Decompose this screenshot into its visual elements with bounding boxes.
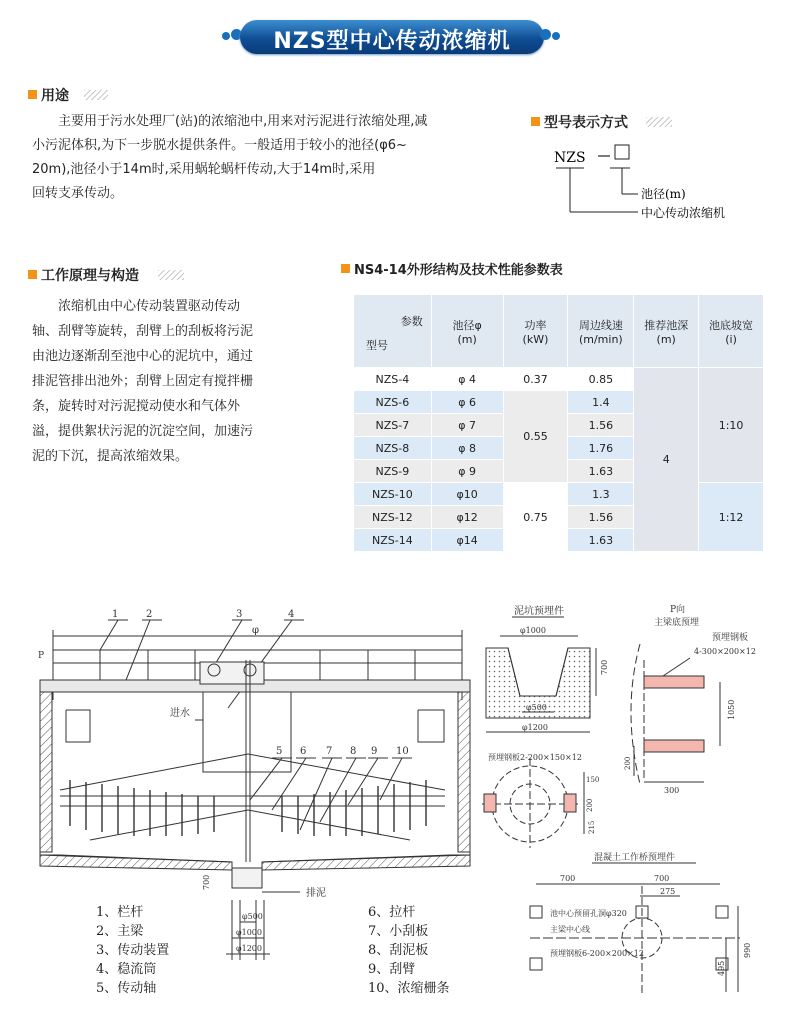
callout-9: 9 <box>371 746 378 757</box>
pview-dim-200: 200 <box>624 756 632 770</box>
heading-hatch <box>158 270 184 280</box>
model-code: NZS <box>554 150 586 166</box>
heading-hatch <box>646 117 672 127</box>
pview-plate-spec: 4-300×200×12 <box>694 647 756 656</box>
cell-speed: 1.63 <box>568 529 634 552</box>
section-marker-icon <box>28 90 37 99</box>
callout-3: 3 <box>236 609 243 620</box>
cell-model: NZS-8 <box>354 437 432 460</box>
spec-table <box>353 294 764 552</box>
cell-diameter: φ 6 <box>431 391 503 414</box>
legend-item: 10、浓缩栅条 <box>368 981 450 996</box>
cell-speed: 1.4 <box>568 391 634 414</box>
cell-model: NZS-14 <box>354 529 432 552</box>
model-label-machine: 中心传动浓缩机 <box>641 206 726 220</box>
header-speed: 周边线速 (m/min) <box>568 295 634 368</box>
bridge-dim-275: 275 <box>660 887 676 896</box>
pit-detail <box>478 600 618 750</box>
bridge-dim-700b: 700 <box>654 874 670 883</box>
pit-dim-500: φ500 <box>526 703 547 712</box>
cell-diameter: φ14 <box>431 529 503 552</box>
header-diameter: 池径φ (m) <box>431 295 503 368</box>
legend-item: 3、传动装置 <box>96 943 170 958</box>
dim-1200: φ1200 <box>236 944 262 953</box>
cell-depth: 4 <box>634 368 699 552</box>
cell-model: NZS-12 <box>354 506 432 529</box>
usage-heading: 用途 <box>28 85 69 105</box>
ring-dim-215: 215 <box>588 820 596 834</box>
label-outlet: 排泥 <box>306 888 326 899</box>
bridge-plate-label: 预埋钢板6-200×200×12 <box>550 949 644 958</box>
cell-slope: 1:10 <box>699 368 764 483</box>
legend-item: 2、主梁 <box>96 924 144 939</box>
section-marker-icon <box>341 264 350 273</box>
cell-model: NZS-6 <box>354 391 432 414</box>
cell-model: NZS-4 <box>354 368 432 391</box>
pview-dim-300: 300 <box>664 786 680 795</box>
cell-diameter: φ 7 <box>431 414 503 437</box>
cell-diameter: φ 9 <box>431 460 503 483</box>
cell-speed: 1.76 <box>568 437 634 460</box>
pit-dim-1000: φ1000 <box>520 626 546 635</box>
pit-dim-1200: φ1200 <box>522 723 548 732</box>
callout-1: 1 <box>112 609 119 620</box>
pview-title: P向 <box>670 605 686 615</box>
cell-power: 0.55 <box>503 391 568 483</box>
ring-dim-200: 200 <box>586 798 594 812</box>
dim-700: 700 <box>202 874 211 890</box>
callout-4: 4 <box>288 609 295 620</box>
ring-dim-150: 150 <box>586 776 600 784</box>
section-marker-icon <box>531 117 540 126</box>
principle-heading: 工作原理与构造 <box>28 265 139 285</box>
cell-model: NZS-10 <box>354 483 432 506</box>
legend-item: 8、刮泥板 <box>368 943 429 958</box>
bridge-title: 混凝土工作桥预埋件 <box>594 853 676 863</box>
model-code-diagram <box>540 140 770 230</box>
ring-plate-label: 预埋钢板2-200×150×12 <box>488 753 582 762</box>
callout-6: 6 <box>300 746 307 757</box>
bridge-dim-700a: 700 <box>560 874 576 883</box>
section-marker-icon <box>28 270 37 279</box>
pview-subtitle: 主梁底预埋 <box>654 618 700 628</box>
cell-power: 0.75 <box>503 483 568 552</box>
table-row <box>354 368 764 391</box>
callout-7: 7 <box>326 746 333 757</box>
legend-item: 5、传动轴 <box>96 981 157 996</box>
cell-slope: 1:12 <box>699 483 764 552</box>
model-label-diameter: 池径(m) <box>641 187 686 201</box>
table-row <box>354 483 764 506</box>
bridge-beam-label: 主梁中心线 <box>550 925 590 934</box>
cell-diameter: φ 4 <box>431 368 503 391</box>
banner-dot <box>540 29 551 40</box>
svg-text:P: P <box>38 651 45 661</box>
legend-left <box>96 903 169 998</box>
bridge-hole-label: 池中心预留孔洞φ320 <box>550 909 627 918</box>
cell-speed: 1.3 <box>568 483 634 506</box>
pit-title: 泥坑预埋件 <box>514 606 564 617</box>
cell-speed: 0.85 <box>568 368 634 391</box>
bridge-detail <box>520 846 780 1006</box>
header-slope: 池底坡宽 (i) <box>699 295 764 368</box>
title-banner <box>222 18 562 56</box>
banner-dot <box>552 32 560 40</box>
principle-paragraph: 浓缩机由中心传动装置驱动传动 轴、刮臂等旋转，刮臂上的刮板将污泥 由池边逐渐刮至池中心的泥坑中，通过 排泥管排出池外；刮臂上固定有搅拌栅 条，旋转时对污泥搅动使水和气体外 溢，提供絮状污泥的沉淀空间，加速污 泥的下沉，提高浓缩效果。 <box>32 299 254 464</box>
bridge-dim-990: 990 <box>743 942 752 958</box>
callout-8: 8 <box>350 746 357 757</box>
bridge-dim-495: 495 <box>717 960 726 976</box>
usage-paragraph: 主要用于污水处理厂(站)的浓缩池中,用来对污泥进行浓缩处理,减 小污泥体积,为下一步脱水提供条件。一般适用于较小的池径(φ6~ 20m),池径小于14m时,采用蜗轮蜗杆传动,大于14m时,采用 回转支承传动。 <box>32 114 428 201</box>
cell-power: 0.37 <box>503 368 568 391</box>
model-heading: 型号表示方式 <box>531 112 628 132</box>
cell-model: NZS-7 <box>354 414 432 437</box>
legend-item: 9、刮臂 <box>368 962 416 977</box>
pview-detail <box>620 600 780 800</box>
page-title: NZS型中心传动浓缩机 <box>273 29 511 54</box>
header-depth: 推荐池深 (m) <box>634 295 699 368</box>
cell-diameter: φ12 <box>431 506 503 529</box>
cell-model: NZS-9 <box>354 460 432 483</box>
dim-phi: φ <box>252 625 260 636</box>
ring-detail <box>478 748 618 848</box>
label-inlet: 进水 <box>170 708 190 719</box>
cell-speed: 1.56 <box>568 414 634 437</box>
model-box <box>615 145 629 159</box>
table-header-row <box>354 295 764 368</box>
pview-dim-1050: 1050 <box>727 699 736 720</box>
cell-speed: 1.63 <box>568 460 634 483</box>
legend-item: 4、稳流筒 <box>96 962 157 977</box>
callout-10: 10 <box>396 746 409 757</box>
cell-speed: 1.56 <box>568 506 634 529</box>
legend-item: 1、栏杆 <box>96 905 144 920</box>
pview-plate-label: 预埋钢板 <box>712 633 749 643</box>
callout-5: 5 <box>276 746 283 757</box>
heading-hatch <box>84 90 108 100</box>
banner-dot <box>222 32 230 40</box>
dim-500: φ500 <box>242 912 263 921</box>
table-heading: NS4-14外形结构及技术性能参数表 <box>341 259 563 278</box>
dim-1000: φ1000 <box>236 928 262 937</box>
pit-dim-700: 700 <box>600 659 609 675</box>
cell-diameter: φ 8 <box>431 437 503 460</box>
legend-item: 7、小刮板 <box>368 924 429 939</box>
header-power: 功率 (kW) <box>503 295 568 368</box>
callout-2: 2 <box>146 609 153 620</box>
header-param-model: 参数 型号 <box>354 295 432 368</box>
legend-right <box>368 903 450 998</box>
cell-diameter: φ10 <box>431 483 503 506</box>
legend-item: 6、拉杆 <box>368 905 416 920</box>
